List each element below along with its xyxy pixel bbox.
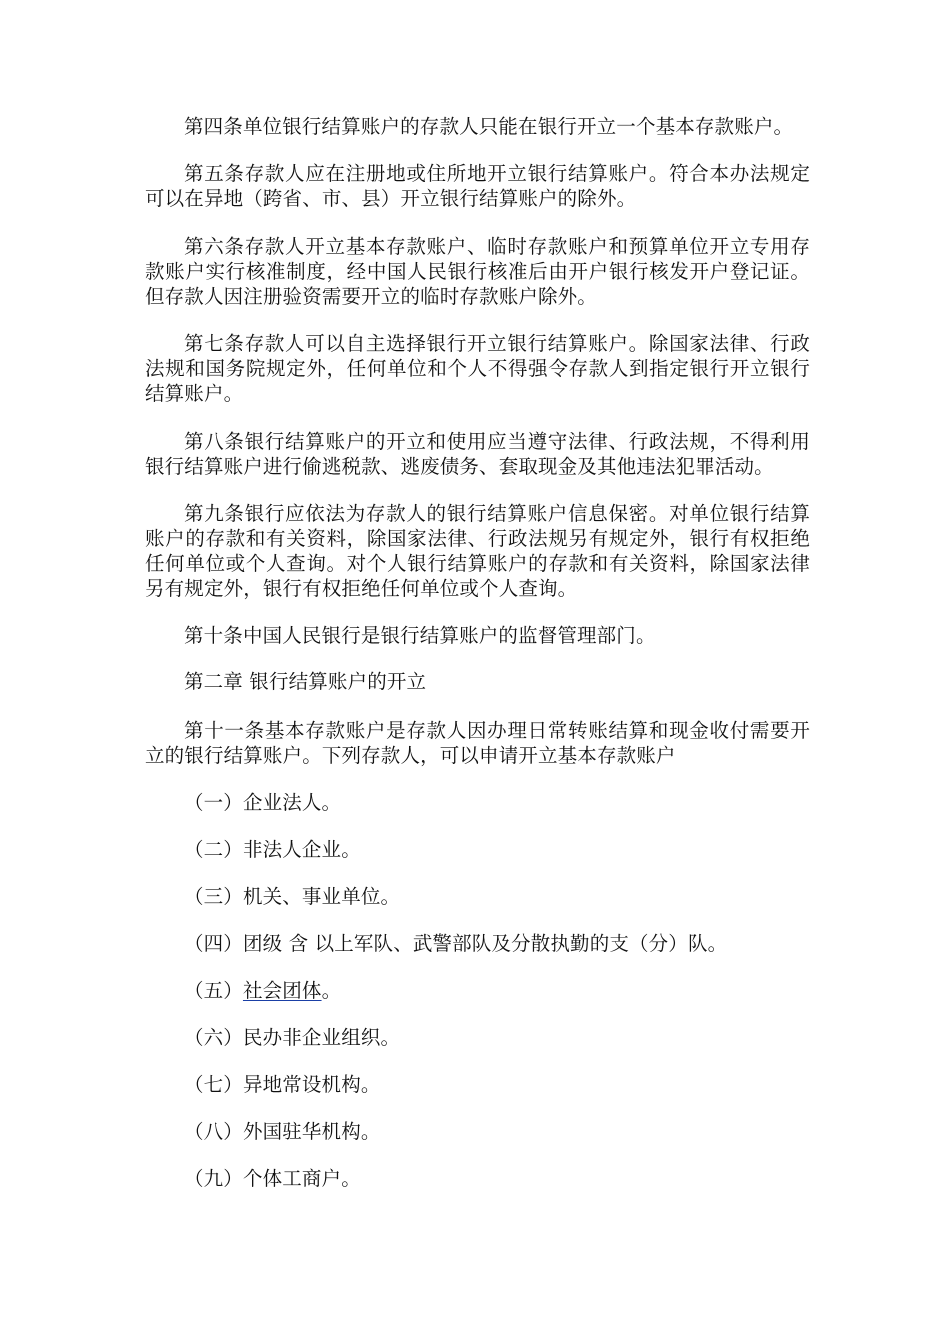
list-item-suffix: 。 (321, 979, 342, 1002)
list-item: （八）外国驻华机构。 (184, 1120, 381, 1143)
article-8-paragraph: 第八条银行结算账户的开立和使用应当遵守法律、行政法规，不得利用银行结算账户进行偷逃税款、逃废债务、套取现金及其他违法犯罪活动。 (145, 430, 810, 478)
list-item-prefix: （五） (184, 979, 243, 1002)
article-7-paragraph: 第七条存款人可以自主选择银行开立银行结算账户。除国家法律、行政法规和国务院规定外，任何单位和个人不得强令存款人到指定银行开立银行结算账户。 (145, 332, 810, 405)
list-item: （七）异地常设机构。 (184, 1073, 381, 1096)
article-4-paragraph: 第四条单位银行结算账户的存款人只能在银行开立一个基本存款账户。 (184, 115, 794, 138)
social-groups-link[interactable]: 社会团体 (242, 979, 322, 1002)
article-5-paragraph: 第五条存款人应在注册地或住所地开立银行结算账户。符合本办法规定可以在异地（跨省、市、县）开立银行结算账户的除外。 (145, 162, 810, 210)
article-10-paragraph: 第十条中国人民银行是银行结算账户的监督管理部门。 (184, 624, 656, 647)
list-item: （三）机关、事业单位。 (184, 885, 401, 908)
chapter-2-heading: 第二章 银行结算账户的开立 (184, 670, 427, 693)
list-item: （九）个体工商户。 (184, 1167, 361, 1190)
article-6-paragraph: 第六条存款人开立基本存款账户、临时存款账户和预算单位开立专用存款账户实行核准制度，经中国人民银行核准后由开户银行核发开户登记证。但存款人因注册验资需要开立的临时存款账户除外。 (145, 235, 810, 308)
article-11-paragraph: 第十一条基本存款账户是存款人因办理日常转账结算和现金收付需要开立的银行结算账户。下列存款人，可以申请开立基本存款账户 (145, 719, 810, 767)
list-item: （一）企业法人。 (184, 791, 342, 814)
list-item: （六）民办非企业组织。 (184, 1026, 401, 1049)
list-item: （四）团级 含 以上军队、武警部队及分散执勤的支（分）队。 (184, 932, 728, 955)
article-9-paragraph: 第九条银行应依法为存款人的银行结算账户信息保密。对单位银行结算账户的存款和有关资料，除国家法律、行政法规另有规定外，银行有权拒绝任何单位或个人查询。对个人银行结算账户的存款和有关资料，除国家法律另有规定外，银行有权拒绝任何单位或个人查询。 (145, 502, 810, 600)
list-item: （二）非法人企业。 (184, 838, 361, 861)
list-item (184, 978, 804, 1003)
